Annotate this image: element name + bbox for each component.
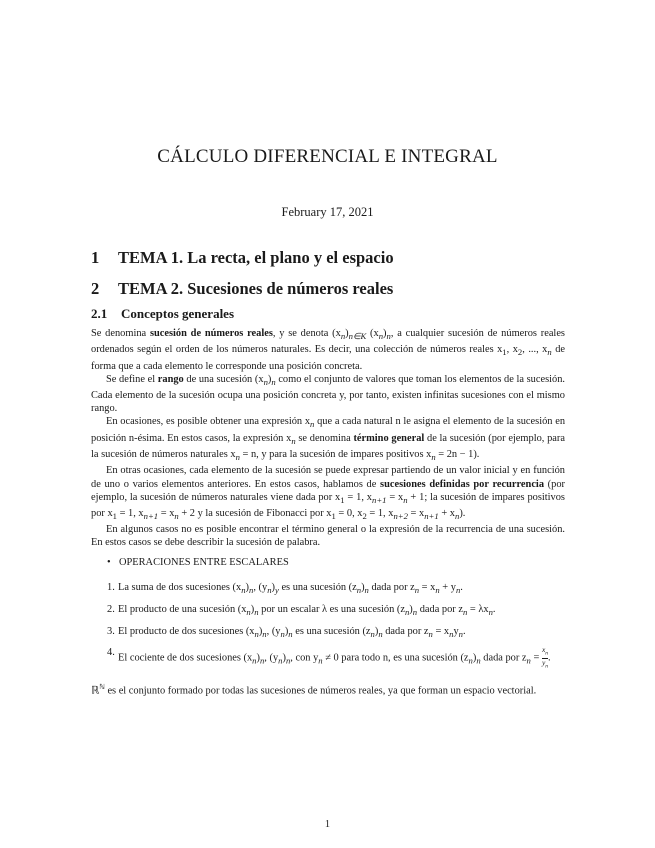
paragraph: En otras ocasiones, cada elemento de la sucesión se puede expresar partiendo de un valor inicial y en función de uno o varios elementos anteriores. En estos casos, hablamos de sucesiones definidas por recurrencia (por ejemplo, la sucesión de números naturales viene dada por $x_1 = 1$, $x_{n+1} = x_n + 1$; la sucesión de impares positivos por $x_1 = 1$, $x_{n+1} = x_n + 2$ y la sucesión de Fibonacci por $x_1 = 0$, $x_2 = 1$, $x_{n+2} = x_{n+1} + x_n$). [91,465,565,522]
section-title: TEMA 2. Sucesiones de números reales [118,279,394,298]
paragraph: En algunos casos no es posible encontrar el término general o la expresión de la recurrencia de una sucesión. En estos casos se debe describir la sucesión de palabra. [91,524,565,549]
section-number: 1 [91,248,100,267]
list-item: 4. El cociente de dos sucesiones $(x_n)_n$, $(y_n)_n$, con $y_n \ne 0$ para todo n, es una sucesión $(z_n)_n$ dada por $z_n$ = $\frac{x_n}{y_n}$ . [107,645,551,669]
document-title: CÁLCULO DIFERENCIAL E INTEGRAL [157,146,498,167]
body-text [91,327,565,550]
list-item: 3. El producto de dos sucesiones $(x_n)_n$, $(y_n)_n$ es una sucesión $(z_n)_n$ dada por $z_n = x_ny_n$. [107,626,466,640]
subsection-number: 2.1 [91,306,108,321]
closing-paragraph: ℝ$^ℕ$ es el conjunto formado por todas las sucesiones de números reales, ya que forman un espacio vectorial. [91,683,537,697]
subsection-heading [91,306,234,322]
paragraph: Se define el rango de una sucesión $(x_n)_n$ como el conjunto de valores que toman los elementos de la sucesión. Cada elemento de la sucesión ocupa una posición concreta y, por tanto, existen infinitas sucesiones con el mismo rango. [91,373,566,415]
list-item: 1. La suma de dos sucesiones $(x_n)_n$, $(y_n)_y$ es una sucesión $(z_n)_n$ dada por $z_n = x_n + y_n$. [107,582,463,596]
bullet-item [107,557,289,568]
page-number: 1 [324,819,331,830]
bullet-text: OPERACIONES ENTRE ESCALARES [119,557,289,568]
document-date: February 17, 2021 [281,205,374,219]
list-item: 2. El producto de una sucesión $(x_n)_n$ por un escalar λ es una sucesión $(z_n)_n$ dada por $z_n = \lambda x_n$. [107,604,496,618]
paragraph: En ocasiones, es posible obtener una expresión $x_n$ que a cada natural n le asigna el elemento de la sucesión en posición n-ésima. En estos casos, la expresión $x_n$ se denomina término general de la sucesión (por ejemplo, para la sucesión de números naturales $x_n = n$, y para la sucesión de impares positivos $x_n = 2n - 1$). [91,416,566,463]
section-heading-2 [91,279,393,299]
section-number: 2 [91,279,100,298]
subsection-title: Conceptos generales [121,306,235,321]
section-heading-1 [91,248,394,268]
bullet-icon: • [107,557,111,568]
section-title: TEMA 1. La recta, el plano y el espacio [118,248,394,267]
paragraph: Se denomina sucesión de números reales, y se denota $(x_n)_{n\in K}$ $(x_n)_n$, a cualquier sucesión de números reales ordenados según el orden de los números naturales. Es decir, una colección de números reales $x_1$, $x_2$, ..., $x_n$ de forma que a cada elemento le corresponde una posición concreta. [91,328,566,372]
